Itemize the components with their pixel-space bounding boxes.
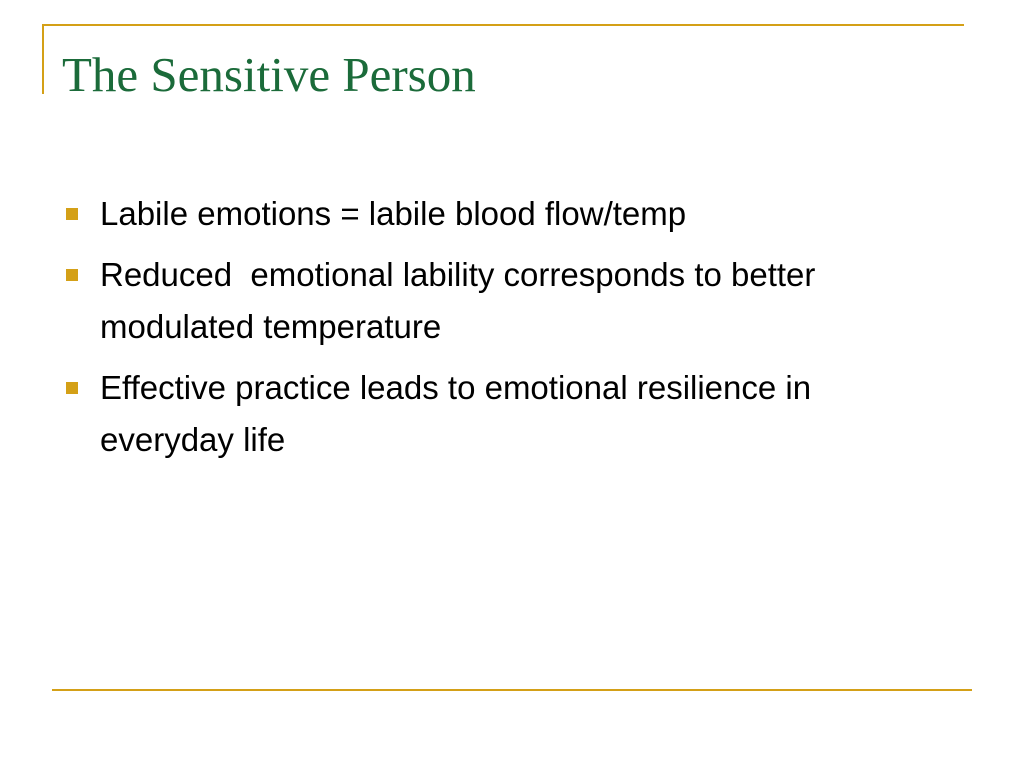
bullet-item bbox=[62, 249, 942, 353]
bullet-item bbox=[62, 188, 942, 240]
square-bullet-icon bbox=[66, 269, 78, 281]
left-frame-line bbox=[42, 24, 44, 94]
bottom-frame-line bbox=[52, 689, 972, 691]
square-bullet-icon bbox=[66, 382, 78, 394]
bullet-list bbox=[62, 188, 942, 475]
bullet-text: Labile emotions = labile blood flow/temp bbox=[100, 195, 687, 232]
square-bullet-icon bbox=[66, 208, 78, 220]
slide-title: The Sensitive Person bbox=[62, 47, 476, 102]
bullet-text: Reduced emotional lability corresponds to better modulated temperature bbox=[100, 256, 825, 345]
bullet-item bbox=[62, 362, 942, 466]
bullet-text: Effective practice leads to emotional resilience in everyday life bbox=[100, 369, 821, 458]
top-frame-line bbox=[42, 24, 964, 26]
